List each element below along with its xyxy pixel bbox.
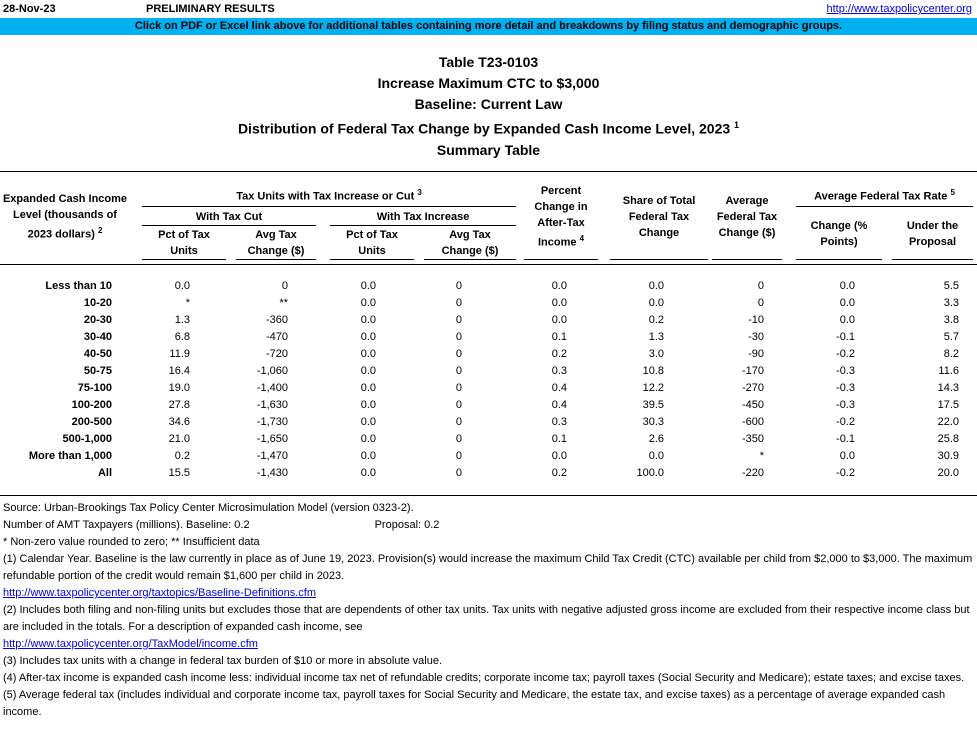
cell-inc-pct: 0.0 xyxy=(360,348,376,360)
cell-cut-avg: -1,650 xyxy=(256,433,288,445)
cell-inc-avg: 0 xyxy=(455,348,462,360)
cell-cut-avg: -1,630 xyxy=(256,399,288,411)
cell-cut-pct: * xyxy=(185,297,190,309)
cell-avg-change: -220 xyxy=(741,467,764,479)
cell-pct-change: 0.3 xyxy=(551,416,567,428)
report-date: 28-Nov-23 xyxy=(3,3,56,15)
cell-rate-change: -0.1 xyxy=(836,433,855,445)
cell-pct-change: 0.2 xyxy=(551,348,567,360)
note-2: (2) Includes both filing and non-filing units but excludes those that are dependents of other tax units. Tax units with negative adjusted gross income are excluded from their respective income class but are included in the totals. For a description of expanded cash income, see xyxy=(3,604,970,633)
row-label: 50-75 xyxy=(83,365,112,377)
cell-cut-pct: 1.3 xyxy=(174,314,190,326)
note-5: (5) Average federal tax (includes individual and corporate income tax, payroll taxes for Social Security and Medicare, the estate tax, and excise taxes) as a percentage of average expanded cash income. xyxy=(3,689,946,718)
cell-pct-change: 0.0 xyxy=(551,280,567,292)
cell-rate-proposal: 5.5 xyxy=(943,280,959,292)
cell-avg-change: -350 xyxy=(741,433,764,445)
inc-avg-header: Avg Tax Change ($) xyxy=(441,229,499,257)
col-underline xyxy=(330,259,414,260)
cell-pct-change: 0.1 xyxy=(551,331,567,343)
cell-share: 0.0 xyxy=(648,297,664,309)
rate-proposal-header: Under the Proposal xyxy=(906,220,959,248)
cell-avg-change: 0 xyxy=(757,297,764,309)
table-row xyxy=(0,414,967,431)
row-label: 500-1,000 xyxy=(62,433,112,445)
note-4: (4) After-tax income is expanded cash income less: individual income tax net of refundable credits; corporate income tax; payroll taxes (Social Security and Medicare); estate taxes; and excise taxes. xyxy=(3,672,965,684)
cell-avg-change: -90 xyxy=(748,348,764,360)
cell-share: 30.3 xyxy=(642,416,664,428)
preliminary-label: PRELIMINARY RESULTS xyxy=(146,3,275,15)
cell-pct-change: 0.1 xyxy=(551,433,567,445)
baseline-definitions-link[interactable]: http://www.taxpolicycenter.org/taxtopics/Baseline-Definitions.cfm xyxy=(3,587,317,599)
avg-fed-tax-rate-header: Average Federal Tax Rate $^5$ xyxy=(814,188,955,203)
col-underline xyxy=(610,259,708,260)
col-underline xyxy=(796,259,882,260)
cell-inc-avg: 0 xyxy=(455,467,462,479)
cell-cut-pct: 27.8 xyxy=(168,399,190,411)
cell-avg-change: -10 xyxy=(748,314,764,326)
source-note: Source: Urban-Brookings Tax Policy Center Microsimulation Model (version 0323-2). xyxy=(3,502,414,514)
cell-cut-pct: 0.2 xyxy=(174,450,190,462)
row-label: All xyxy=(97,467,112,479)
table-row xyxy=(0,431,967,448)
cell-cut-avg: -1,730 xyxy=(256,416,288,428)
header-top-rule xyxy=(0,171,977,172)
data-table xyxy=(0,278,967,482)
tax-cut-underline xyxy=(142,225,316,226)
cell-rate-change: -0.3 xyxy=(836,365,855,377)
cell-rate-proposal: 20.0 xyxy=(937,467,959,479)
cell-rate-change: -0.2 xyxy=(836,416,855,428)
rate-underline xyxy=(796,206,973,207)
tax-increase-underline xyxy=(330,225,516,226)
avg-fed-tax-change-header: Average Federal Tax Change ($) xyxy=(716,195,778,239)
table-bottom-rule xyxy=(0,495,977,496)
cell-rate-change: 0.0 xyxy=(839,450,855,462)
income-definition-link[interactable]: http://www.taxpolicycenter.org/TaxModel/income.cfm xyxy=(3,638,258,650)
cell-rate-proposal: 3.3 xyxy=(943,297,959,309)
row-label: 100-200 xyxy=(71,399,112,411)
cell-avg-change: -450 xyxy=(741,399,764,411)
col-underline xyxy=(142,259,226,260)
cell-rate-change: -0.3 xyxy=(836,382,855,394)
cell-rate-change: -0.2 xyxy=(836,348,855,360)
cell-inc-avg: 0 xyxy=(455,331,462,343)
cell-inc-avg: 0 xyxy=(455,297,462,309)
cell-pct-change: 0.3 xyxy=(551,365,567,377)
summary-title: Summary Table xyxy=(436,141,541,158)
pct-change-header: Percent Change in After-Tax Income $^4$ xyxy=(534,185,588,249)
cell-pct-change: 0.4 xyxy=(551,399,567,411)
note-3: (3) Includes tax units with a change in federal tax burden of $10 or more in absolute value. xyxy=(3,655,443,667)
tpc-link[interactable]: http://www.taxpolicycenter.org xyxy=(826,3,972,15)
cell-share: 10.8 xyxy=(642,365,664,377)
row-label: Less than 10 xyxy=(45,280,112,292)
cell-inc-avg: 0 xyxy=(455,365,462,377)
cell-cut-pct: 21.0 xyxy=(168,433,190,445)
cell-rate-change: -0.3 xyxy=(836,399,855,411)
cell-rate-change: -0.1 xyxy=(836,331,855,343)
cell-rate-proposal: 22.0 xyxy=(937,416,959,428)
cell-cut-avg: 0 xyxy=(281,280,288,292)
cell-inc-avg: 0 xyxy=(455,416,462,428)
cell-cut-pct: 11.9 xyxy=(169,348,190,360)
cell-inc-pct: 0.0 xyxy=(360,331,376,343)
cell-rate-change: 0.0 xyxy=(839,314,855,326)
cell-rate-proposal: 14.3 xyxy=(937,382,959,394)
row-label: 40-50 xyxy=(83,348,112,360)
cell-rate-proposal: 5.7 xyxy=(943,331,959,343)
cell-rate-proposal: 17.5 xyxy=(937,399,959,411)
table-row xyxy=(0,465,967,482)
table-row xyxy=(0,380,967,397)
cell-pct-change: 0.0 xyxy=(551,314,567,326)
cell-cut-pct: 15.5 xyxy=(168,467,190,479)
rate-change-header: Change (% Points) xyxy=(810,220,868,248)
cell-rate-change: -0.2 xyxy=(836,467,855,479)
cell-share: 2.6 xyxy=(648,433,664,445)
cell-rate-proposal: 30.9 xyxy=(937,450,959,462)
table-row xyxy=(0,397,967,414)
cell-rate-proposal: 25.8 xyxy=(937,433,959,445)
cell-avg-change: -600 xyxy=(741,416,764,428)
row-label: 200-500 xyxy=(71,416,112,428)
top-bar xyxy=(0,0,977,18)
info-banner: Click on PDF or Excel link above for additional tables containing more detail and breakdowns by filing status and demographic groups. xyxy=(0,18,977,35)
income-level-header: Expanded Cash Income Level (thousands of 2023 dollars) $^2$ xyxy=(2,193,128,241)
distribution-title: Distribution of Federal Tax Change by Expanded Cash Income Level, 2023 $^1$ xyxy=(237,120,740,137)
cell-inc-pct: 0.0 xyxy=(360,365,376,377)
amt-note: Number of AMT Taxpayers (millions). Baseline: 0.2 Proposal: 0.2 xyxy=(3,519,440,531)
share-total-header: Share of Total Federal Tax Change xyxy=(622,195,696,239)
group-underline xyxy=(142,206,516,207)
cell-cut-pct: 16.4 xyxy=(168,365,190,377)
cell-cut-pct: 6.8 xyxy=(174,331,190,343)
footnotes xyxy=(3,500,973,721)
cell-inc-avg: 0 xyxy=(455,382,462,394)
cell-avg-change: 0 xyxy=(757,280,764,292)
table-row xyxy=(0,363,967,380)
cell-rate-change: 0.0 xyxy=(839,280,855,292)
cell-avg-change: -270 xyxy=(741,382,764,394)
inc-pct-header: Pct of Tax Units xyxy=(346,229,398,257)
table-id: Table T23-0103 xyxy=(438,54,539,70)
cell-rate-proposal: 11.6 xyxy=(938,365,959,377)
cell-pct-change: 0.0 xyxy=(551,297,567,309)
row-label: 75-100 xyxy=(77,382,112,394)
cell-share: 12.2 xyxy=(642,382,664,394)
header-bottom-rule xyxy=(0,264,977,265)
cell-share: 3.0 xyxy=(648,348,664,360)
cut-pct-header: Pct of Tax Units xyxy=(158,229,210,257)
col-underline xyxy=(236,259,316,260)
cell-cut-avg: ** xyxy=(279,297,288,309)
table-row xyxy=(0,346,967,363)
cell-rate-proposal: 3.8 xyxy=(943,314,959,326)
cell-avg-change: -170 xyxy=(741,365,764,377)
cell-avg-change: -30 xyxy=(748,331,764,343)
cell-inc-pct: 0.0 xyxy=(360,314,376,326)
cell-inc-pct: 0.0 xyxy=(360,280,376,292)
symbols-note: * Non-zero value rounded to zero; ** Insufficient data xyxy=(3,536,260,548)
row-label: More than 1,000 xyxy=(28,450,112,462)
proposal-title: Increase Maximum CTC to $3,000 xyxy=(377,75,600,91)
table-row xyxy=(0,448,967,465)
cell-avg-change: * xyxy=(759,450,764,462)
with-tax-increase-header: With Tax Increase xyxy=(376,211,470,223)
row-label: 10-20 xyxy=(83,297,112,309)
table-row xyxy=(0,278,967,295)
cell-cut-avg: -1,470 xyxy=(256,450,288,462)
cell-pct-change: 0.0 xyxy=(551,450,567,462)
col-underline xyxy=(424,259,516,260)
cell-inc-avg: 0 xyxy=(455,280,462,292)
cell-cut-avg: -470 xyxy=(265,331,288,343)
cell-inc-pct: 0.0 xyxy=(360,467,376,479)
tax-units-group-header: Tax Units with Tax Increase or Cut $^3$ xyxy=(236,188,422,203)
cell-share: 0.2 xyxy=(648,314,664,326)
cell-rate-proposal: 8.2 xyxy=(943,348,959,360)
cell-inc-avg: 0 xyxy=(455,450,462,462)
cell-rate-change: 0.0 xyxy=(839,297,855,309)
cell-inc-pct: 0.0 xyxy=(360,297,376,309)
cell-inc-avg: 0 xyxy=(455,399,462,411)
table-row xyxy=(0,295,967,312)
cell-cut-pct: 19.0 xyxy=(168,382,190,394)
cell-cut-pct: 0.0 xyxy=(174,280,190,292)
table-row xyxy=(0,312,967,329)
cell-inc-pct: 0.0 xyxy=(360,450,376,462)
cell-pct-change: 0.4 xyxy=(551,382,567,394)
cell-inc-pct: 0.0 xyxy=(360,416,376,428)
cell-share: 100.0 xyxy=(636,467,664,479)
cell-pct-change: 0.2 xyxy=(551,467,567,479)
cell-cut-avg: -1,060 xyxy=(256,365,288,377)
cell-cut-pct: 34.6 xyxy=(168,416,190,428)
cell-share: 39.5 xyxy=(642,399,664,411)
row-label: 30-40 xyxy=(83,331,112,343)
cell-share: 1.3 xyxy=(648,331,664,343)
cell-cut-avg: -1,430 xyxy=(256,467,288,479)
cell-cut-avg: -720 xyxy=(265,348,288,360)
cut-avg-header: Avg Tax Change ($) xyxy=(247,229,305,257)
cell-inc-pct: 0.0 xyxy=(360,399,376,411)
cell-share: 0.0 xyxy=(648,280,664,292)
col-underline xyxy=(524,259,598,260)
cell-inc-avg: 0 xyxy=(455,433,462,445)
note-1: (1) Calendar Year. Baseline is the law currently in place as of June 19, 2023. Provision(s) would increase the maximum Child Tax Credit (CTC) available per child from $2,000 to $3,000. The maximum refundable portion of the credit would remain $1,600 per child in 2023. xyxy=(3,553,973,582)
table-row xyxy=(0,329,967,346)
cell-cut-avg: -1,400 xyxy=(256,382,288,394)
cell-inc-avg: 0 xyxy=(455,314,462,326)
table-titles xyxy=(0,52,977,161)
cell-share: 0.0 xyxy=(648,450,664,462)
baseline-title: Baseline: Current Law xyxy=(414,96,563,112)
cell-inc-pct: 0.0 xyxy=(360,382,376,394)
row-label: 20-30 xyxy=(83,314,112,326)
col-underline xyxy=(712,259,782,260)
with-tax-cut-header: With Tax Cut xyxy=(195,211,263,223)
cell-inc-pct: 0.0 xyxy=(360,433,376,445)
footnote-ref: 1 xyxy=(734,120,740,130)
col-underline xyxy=(892,259,973,260)
cell-cut-avg: -360 xyxy=(265,314,288,326)
